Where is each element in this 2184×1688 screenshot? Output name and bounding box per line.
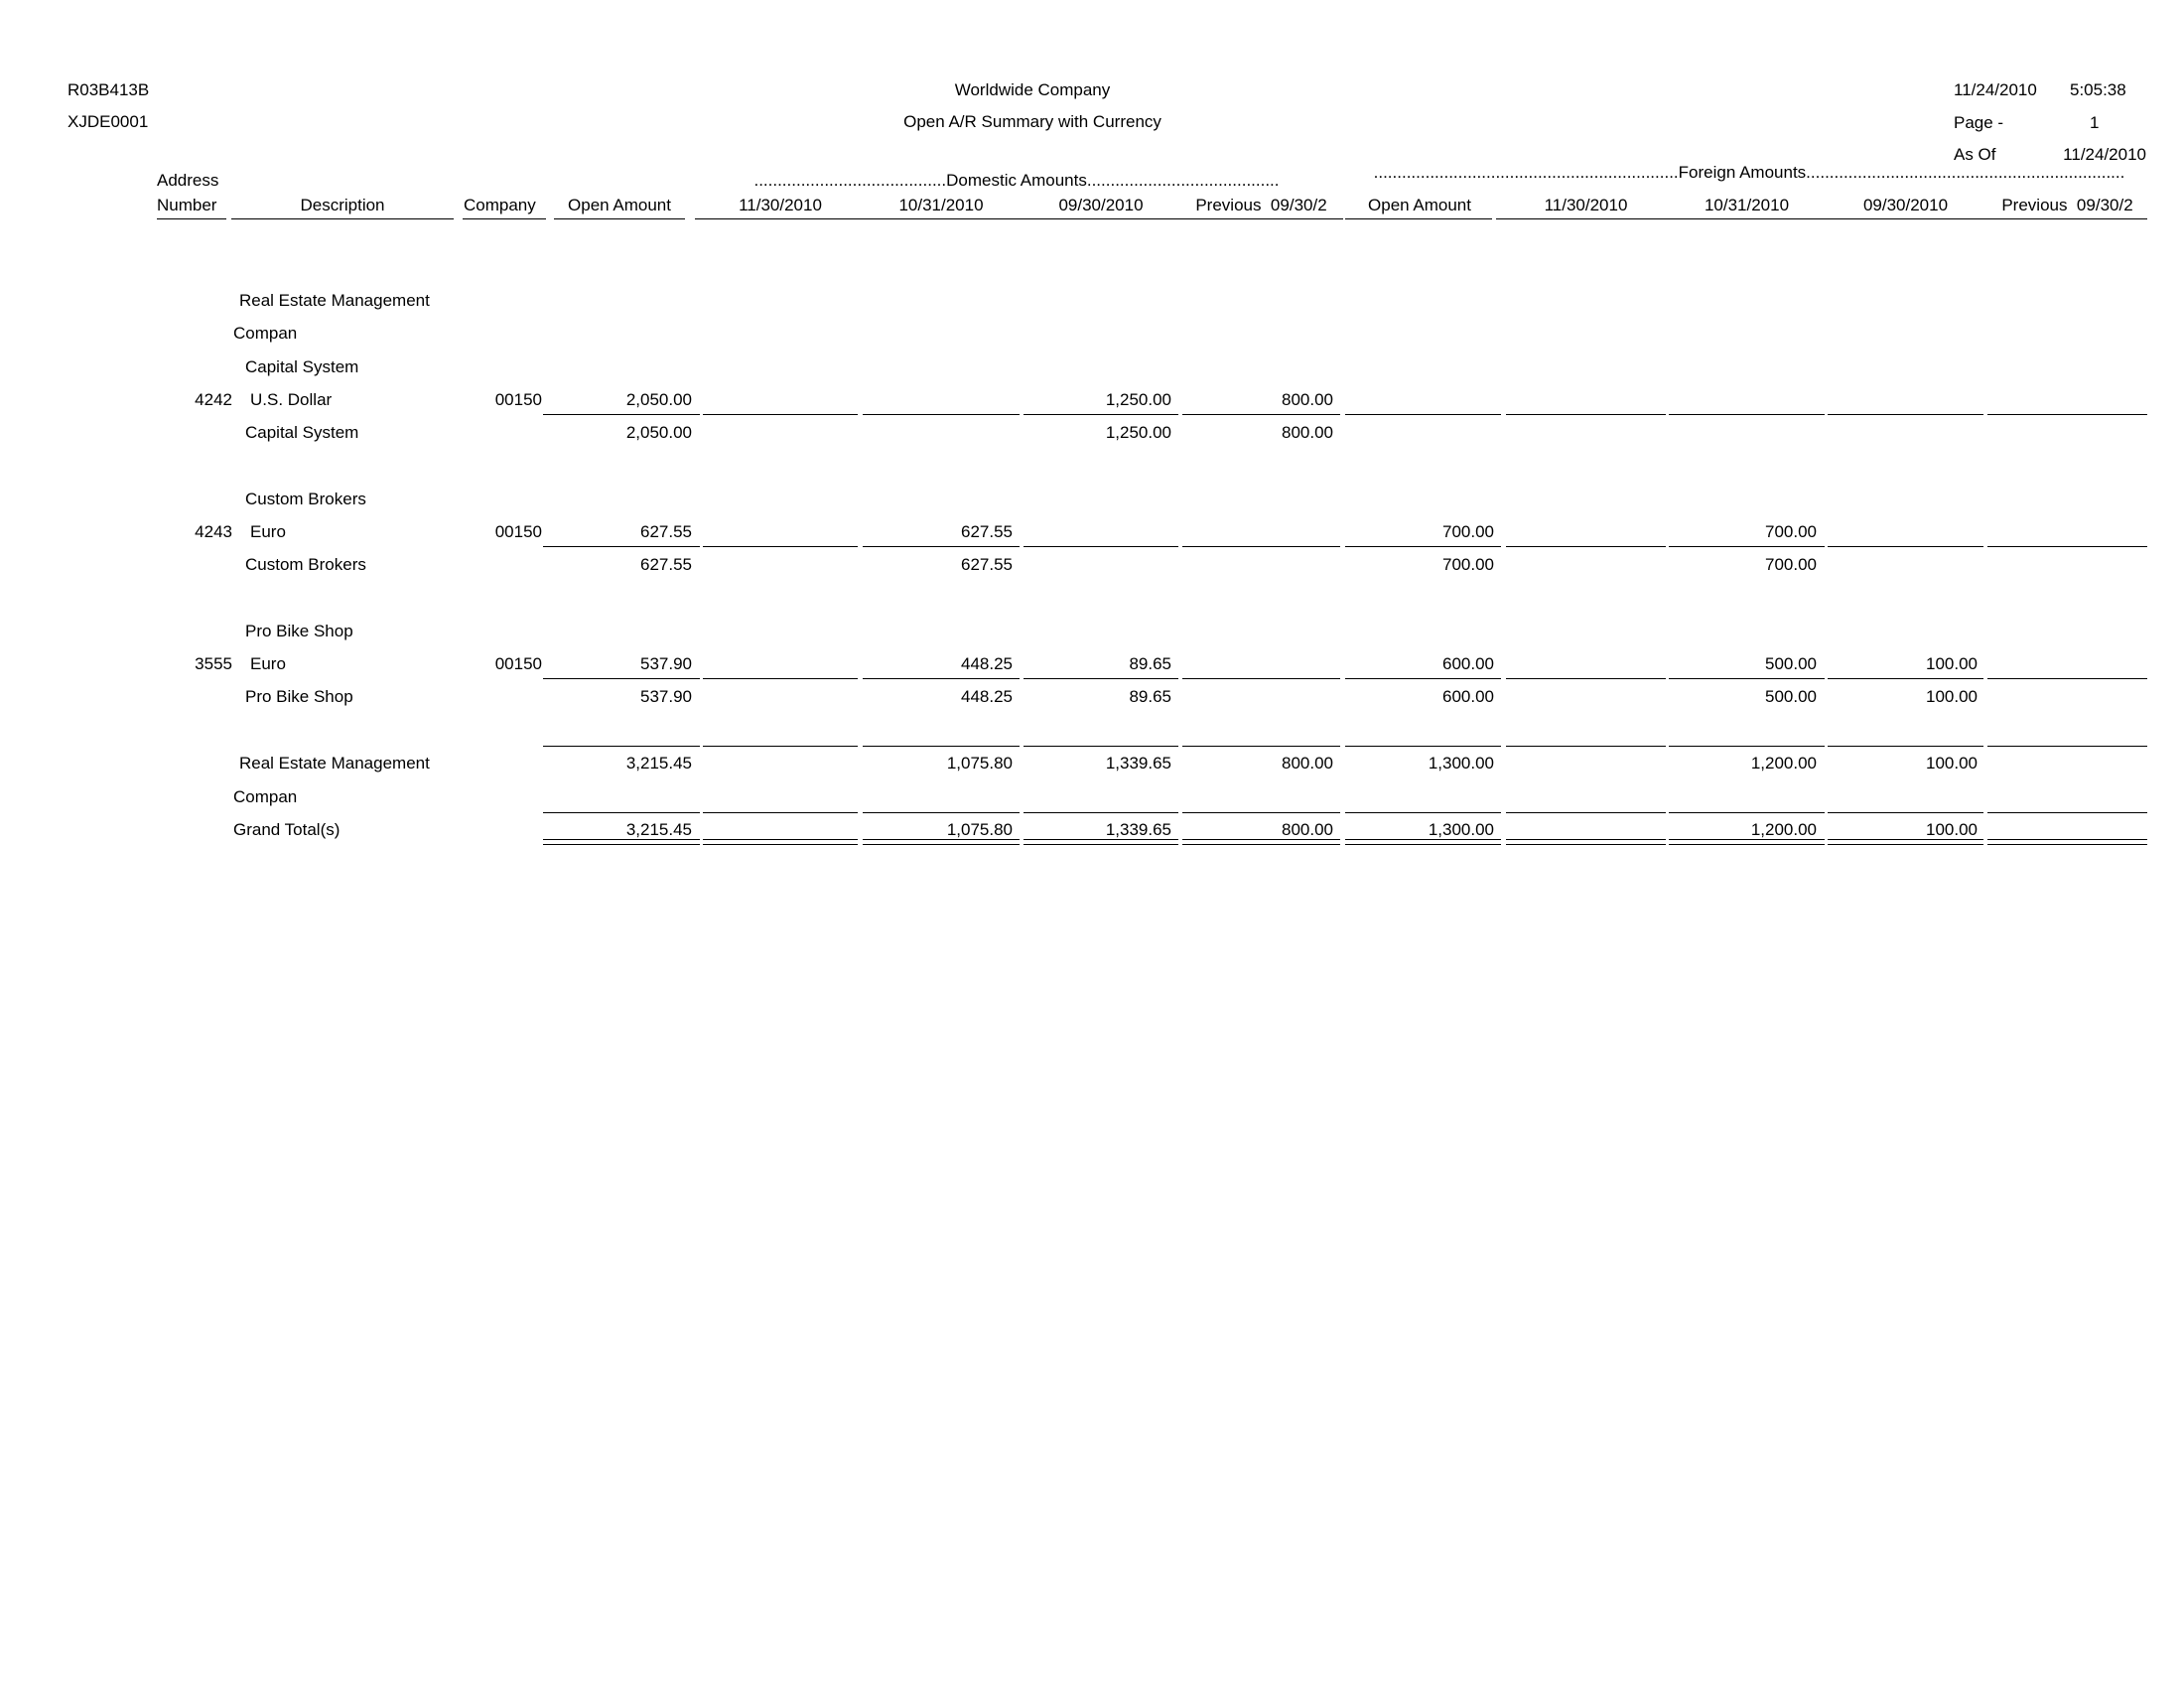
detail-underline bbox=[703, 546, 858, 547]
subtotal-foreign-amount bbox=[1990, 423, 2139, 443]
subtotal-open-amount: 537.90 bbox=[640, 687, 692, 706]
detail-underline bbox=[1828, 414, 1983, 415]
subtotal-domestic-amount: 448.25 bbox=[961, 687, 1013, 706]
detail-foreign-amount bbox=[1507, 522, 1656, 542]
subtotal-foreign-amount: 700.00 bbox=[1765, 555, 1817, 574]
detail-underline bbox=[543, 414, 700, 415]
header-rule bbox=[695, 218, 1343, 219]
detail-foreign-amount bbox=[1345, 390, 1494, 410]
grand-total-domestic-amount: 800.00 bbox=[1282, 820, 1333, 839]
detail-open-amount: 627.55 bbox=[640, 522, 692, 541]
as-of-label: As Of bbox=[1954, 145, 1996, 164]
header-rule bbox=[554, 218, 685, 219]
grand-total-double-underline bbox=[1506, 844, 1666, 845]
group-total-label-continued: Compan bbox=[233, 787, 298, 806]
detail-underline bbox=[863, 546, 1020, 547]
grand-total-double-underline bbox=[1987, 839, 2147, 840]
header-for-0930: 09/30/2010 bbox=[1862, 196, 1949, 214]
run-time: 5:05:38 bbox=[2070, 80, 2126, 99]
header-for-1130: 11/30/2010 bbox=[1544, 196, 1628, 214]
subtotal-open-amount: 2,050.00 bbox=[625, 423, 692, 442]
header-description: Description bbox=[300, 196, 385, 214]
customer-subtotal-label: Custom Brokers bbox=[245, 555, 366, 574]
detail-underline bbox=[1987, 678, 2147, 679]
subtotal-domestic-amount bbox=[703, 423, 852, 443]
page-label: Page - bbox=[1954, 113, 2004, 132]
group-total-domestic-amount: 1,339.65 bbox=[1105, 754, 1171, 773]
subtotal-foreign-amount bbox=[1507, 555, 1656, 575]
detail-domestic-amount: 1,250.00 bbox=[1105, 390, 1171, 409]
grand-total-double-underline bbox=[1345, 844, 1501, 845]
dot-leader: .................................................................... bbox=[1806, 163, 2125, 182]
header-dom-previous: Previous 09/30/2 bbox=[1195, 196, 1327, 214]
subtotal-open-amount: 627.55 bbox=[640, 555, 692, 574]
grand-total-rule bbox=[1828, 812, 1983, 813]
header-number: Number bbox=[157, 196, 217, 214]
foreign-banner-label: Foreign Amounts bbox=[1678, 163, 1807, 182]
group-total-rule bbox=[1828, 746, 1983, 747]
header-open-amount: Open Amount bbox=[568, 196, 671, 214]
group-total-domestic-amount: 800.00 bbox=[1282, 754, 1333, 773]
header-dom-1130: 11/30/2010 bbox=[739, 196, 822, 214]
detail-underline bbox=[1828, 546, 1983, 547]
subtotal-foreign-amount bbox=[1345, 423, 1494, 443]
grand-total-open-amount: 3,215.45 bbox=[625, 820, 692, 839]
grand-total-domestic-amount: 1,339.65 bbox=[1105, 820, 1171, 839]
address-number: 4243 bbox=[195, 522, 232, 541]
detail-underline bbox=[1024, 546, 1178, 547]
subtotal-foreign-amount: 100.00 bbox=[1926, 687, 1978, 706]
grand-total-rule bbox=[1182, 812, 1340, 813]
grand-total-double-underline bbox=[1828, 844, 1983, 845]
detail-underline bbox=[1987, 414, 2147, 415]
group-heading: Real Estate Management bbox=[239, 291, 430, 310]
grand-total-double-underline bbox=[863, 844, 1020, 845]
group-total-rule bbox=[1345, 746, 1501, 747]
header-rule bbox=[1345, 218, 1492, 219]
header-rule bbox=[231, 218, 454, 219]
grand-total-double-underline bbox=[1669, 844, 1825, 845]
detail-underline bbox=[1024, 414, 1178, 415]
detail-underline bbox=[1345, 414, 1501, 415]
grand-total-double-underline bbox=[1182, 844, 1340, 845]
header-for-previous: Previous 09/30/2 bbox=[2001, 196, 2133, 214]
grand-total-rule bbox=[1024, 812, 1178, 813]
detail-domestic-amount: 89.65 bbox=[1129, 654, 1171, 673]
detail-foreign-amount: 500.00 bbox=[1765, 654, 1817, 673]
detail-underline bbox=[1506, 414, 1666, 415]
subtotal-domestic-amount bbox=[1184, 555, 1333, 575]
detail-foreign-amount bbox=[1507, 390, 1656, 410]
detail-underline bbox=[1506, 678, 1666, 679]
grand-total-rule bbox=[1506, 812, 1666, 813]
detail-underline bbox=[1182, 546, 1340, 547]
detail-underline bbox=[1345, 546, 1501, 547]
dot-leader: ......................................... bbox=[1086, 171, 1280, 190]
detail-foreign-amount bbox=[1990, 654, 2139, 674]
detail-domestic-amount bbox=[1023, 522, 1171, 542]
group-total-rule bbox=[863, 746, 1020, 747]
header-for-open-amount: Open Amount bbox=[1368, 196, 1471, 214]
grand-total-label: Grand Total(s) bbox=[233, 820, 341, 839]
group-total-rule bbox=[1987, 746, 2147, 747]
header-dom-0930: 09/30/2010 bbox=[1058, 196, 1144, 214]
group-total-foreign-amount bbox=[1507, 754, 1656, 774]
detail-underline bbox=[1506, 546, 1666, 547]
detail-underline bbox=[1987, 546, 2147, 547]
detail-underline bbox=[1182, 678, 1340, 679]
detail-foreign-amount: 600.00 bbox=[1442, 654, 1494, 673]
grand-total-double-underline bbox=[1506, 839, 1666, 840]
detail-domestic-amount bbox=[1184, 654, 1333, 674]
group-total-foreign-amount bbox=[1990, 754, 2139, 774]
domestic-banner-label: Domestic Amounts bbox=[946, 171, 1087, 190]
customer-subtotal-label: Pro Bike Shop bbox=[245, 687, 353, 706]
environment-id: XJDE0001 bbox=[68, 112, 149, 131]
subtotal-foreign-amount: 600.00 bbox=[1442, 687, 1494, 706]
grand-total-double-underline bbox=[1987, 844, 2147, 845]
subtotal-foreign-amount bbox=[1668, 423, 1817, 443]
header-rule bbox=[157, 218, 226, 219]
header-rule bbox=[1496, 218, 2147, 219]
group-total-open-amount: 3,215.45 bbox=[625, 754, 692, 773]
detail-domestic-amount: 800.00 bbox=[1282, 390, 1333, 409]
detail-foreign-amount: 100.00 bbox=[1926, 654, 1978, 673]
customer-name: Capital System bbox=[245, 357, 359, 376]
detail-underline bbox=[1828, 678, 1983, 679]
detail-foreign-amount bbox=[1990, 390, 2139, 410]
detail-domestic-amount bbox=[864, 390, 1013, 410]
subtotal-foreign-amount: 700.00 bbox=[1442, 555, 1494, 574]
detail-domestic-amount bbox=[703, 654, 852, 674]
detail-underline bbox=[703, 678, 858, 679]
subtotal-domestic-amount: 1,250.00 bbox=[1105, 423, 1171, 442]
program-id: R03B413B bbox=[68, 80, 150, 99]
as-of-date: 11/24/2010 bbox=[2063, 145, 2146, 164]
subtotal-domestic-amount: 89.65 bbox=[1129, 687, 1171, 706]
grand-total-foreign-amount bbox=[1990, 820, 2139, 840]
grand-total-rule bbox=[863, 812, 1020, 813]
report-title: Open A/R Summary with Currency bbox=[903, 112, 1161, 131]
company-code: 00150 bbox=[494, 522, 542, 541]
subtotal-domestic-amount: 800.00 bbox=[1282, 423, 1333, 442]
subtotal-domestic-amount bbox=[703, 687, 852, 707]
group-total-rule bbox=[703, 746, 858, 747]
grand-total-double-underline bbox=[1024, 844, 1178, 845]
grand-total-foreign-amount: 1,200.00 bbox=[1750, 820, 1817, 839]
detail-underline bbox=[1345, 678, 1501, 679]
grand-total-foreign-amount bbox=[1507, 820, 1656, 840]
detail-underline bbox=[703, 414, 858, 415]
detail-foreign-amount bbox=[1990, 522, 2139, 542]
header-for-1031: 10/31/2010 bbox=[1704, 196, 1790, 214]
grand-total-rule bbox=[1987, 812, 2147, 813]
dot-leader: ......................................... bbox=[753, 171, 947, 190]
group-total-domestic-amount bbox=[703, 754, 852, 774]
group-total-rule bbox=[1506, 746, 1666, 747]
group-total-rule bbox=[1182, 746, 1340, 747]
subtotal-foreign-amount bbox=[1990, 555, 2139, 575]
grand-total-rule bbox=[703, 812, 858, 813]
customer-subtotal-label: Capital System bbox=[245, 423, 359, 442]
detail-underline bbox=[1669, 678, 1825, 679]
subtotal-domestic-amount bbox=[1184, 687, 1333, 707]
subtotal-foreign-amount bbox=[1829, 555, 1978, 575]
grand-total-double-underline bbox=[1828, 839, 1983, 840]
detail-foreign-amount bbox=[1507, 654, 1656, 674]
grand-total-double-underline bbox=[863, 839, 1020, 840]
customer-name: Custom Brokers bbox=[245, 490, 366, 508]
subtotal-foreign-amount bbox=[1507, 423, 1656, 443]
grand-total-double-underline bbox=[543, 844, 700, 845]
subtotal-foreign-amount bbox=[1990, 687, 2139, 707]
company-code: 00150 bbox=[494, 390, 542, 409]
subtotal-domestic-amount bbox=[1023, 555, 1171, 575]
detail-foreign-amount bbox=[1829, 522, 1978, 542]
group-total-domestic-amount: 1,075.80 bbox=[946, 754, 1013, 773]
group-total-foreign-amount: 100.00 bbox=[1926, 754, 1978, 773]
detail-underline bbox=[543, 546, 700, 547]
subtotal-foreign-amount bbox=[1829, 423, 1978, 443]
header-address: Address bbox=[157, 171, 219, 190]
detail-underline bbox=[1669, 414, 1825, 415]
detail-underline bbox=[543, 678, 700, 679]
header-rule bbox=[463, 218, 546, 219]
grand-total-rule bbox=[543, 812, 700, 813]
detail-open-amount: 2,050.00 bbox=[625, 390, 692, 409]
run-date: 11/24/2010 bbox=[1954, 80, 2037, 99]
grand-total-double-underline bbox=[1024, 839, 1178, 840]
currency-description: Euro bbox=[250, 654, 286, 673]
detail-domestic-amount bbox=[703, 390, 852, 410]
grand-total-double-underline bbox=[1345, 839, 1501, 840]
header-dom-1031: 10/31/2010 bbox=[898, 196, 984, 214]
detail-domestic-amount: 627.55 bbox=[961, 522, 1013, 541]
currency-description: U.S. Dollar bbox=[250, 390, 333, 409]
address-number: 4242 bbox=[195, 390, 232, 409]
group-total-foreign-amount: 1,300.00 bbox=[1428, 754, 1494, 773]
detail-underline bbox=[863, 414, 1020, 415]
detail-foreign-amount bbox=[1829, 390, 1978, 410]
grand-total-double-underline bbox=[703, 839, 858, 840]
group-heading-continued: Compan bbox=[233, 324, 298, 343]
grand-total-double-underline bbox=[543, 839, 700, 840]
foreign-amounts-banner bbox=[1352, 163, 2146, 183]
grand-total-rule bbox=[1669, 812, 1825, 813]
detail-domestic-amount bbox=[703, 522, 852, 542]
grand-total-double-underline bbox=[1669, 839, 1825, 840]
company-title: Worldwide Company bbox=[954, 80, 1111, 99]
detail-underline bbox=[863, 678, 1020, 679]
grand-total-rule bbox=[1345, 812, 1501, 813]
group-total-label: Real Estate Management bbox=[239, 754, 430, 773]
group-total-rule bbox=[1024, 746, 1178, 747]
grand-total-double-underline bbox=[1182, 839, 1340, 840]
subtotal-domestic-amount bbox=[703, 555, 852, 575]
grand-total-foreign-amount: 1,300.00 bbox=[1428, 820, 1494, 839]
dot-leader: ................................................................. bbox=[1373, 163, 1679, 182]
grand-total-double-underline bbox=[703, 844, 858, 845]
subtotal-foreign-amount: 500.00 bbox=[1765, 687, 1817, 706]
detail-foreign-amount: 700.00 bbox=[1765, 522, 1817, 541]
subtotal-domestic-amount: 627.55 bbox=[961, 555, 1013, 574]
detail-open-amount: 537.90 bbox=[640, 654, 692, 673]
detail-domestic-amount bbox=[1184, 522, 1333, 542]
group-total-rule bbox=[543, 746, 700, 747]
header-company: Company bbox=[464, 196, 536, 214]
domestic-amounts-banner bbox=[695, 171, 1338, 191]
page-number: 1 bbox=[2090, 113, 2100, 132]
detail-foreign-amount: 700.00 bbox=[1442, 522, 1494, 541]
grand-total-foreign-amount: 100.00 bbox=[1926, 820, 1978, 839]
company-code: 00150 bbox=[494, 654, 542, 673]
group-total-foreign-amount: 1,200.00 bbox=[1750, 754, 1817, 773]
detail-foreign-amount bbox=[1668, 390, 1817, 410]
detail-underline bbox=[1669, 546, 1825, 547]
customer-name: Pro Bike Shop bbox=[245, 622, 353, 640]
address-number: 3555 bbox=[195, 654, 232, 673]
group-total-rule bbox=[1669, 746, 1825, 747]
detail-domestic-amount: 448.25 bbox=[961, 654, 1013, 673]
grand-total-domestic-amount bbox=[703, 820, 852, 840]
detail-underline bbox=[1024, 678, 1178, 679]
currency-description: Euro bbox=[250, 522, 286, 541]
grand-total-domestic-amount: 1,075.80 bbox=[946, 820, 1013, 839]
subtotal-foreign-amount bbox=[1507, 687, 1656, 707]
detail-underline bbox=[1182, 414, 1340, 415]
subtotal-domestic-amount bbox=[864, 423, 1013, 443]
